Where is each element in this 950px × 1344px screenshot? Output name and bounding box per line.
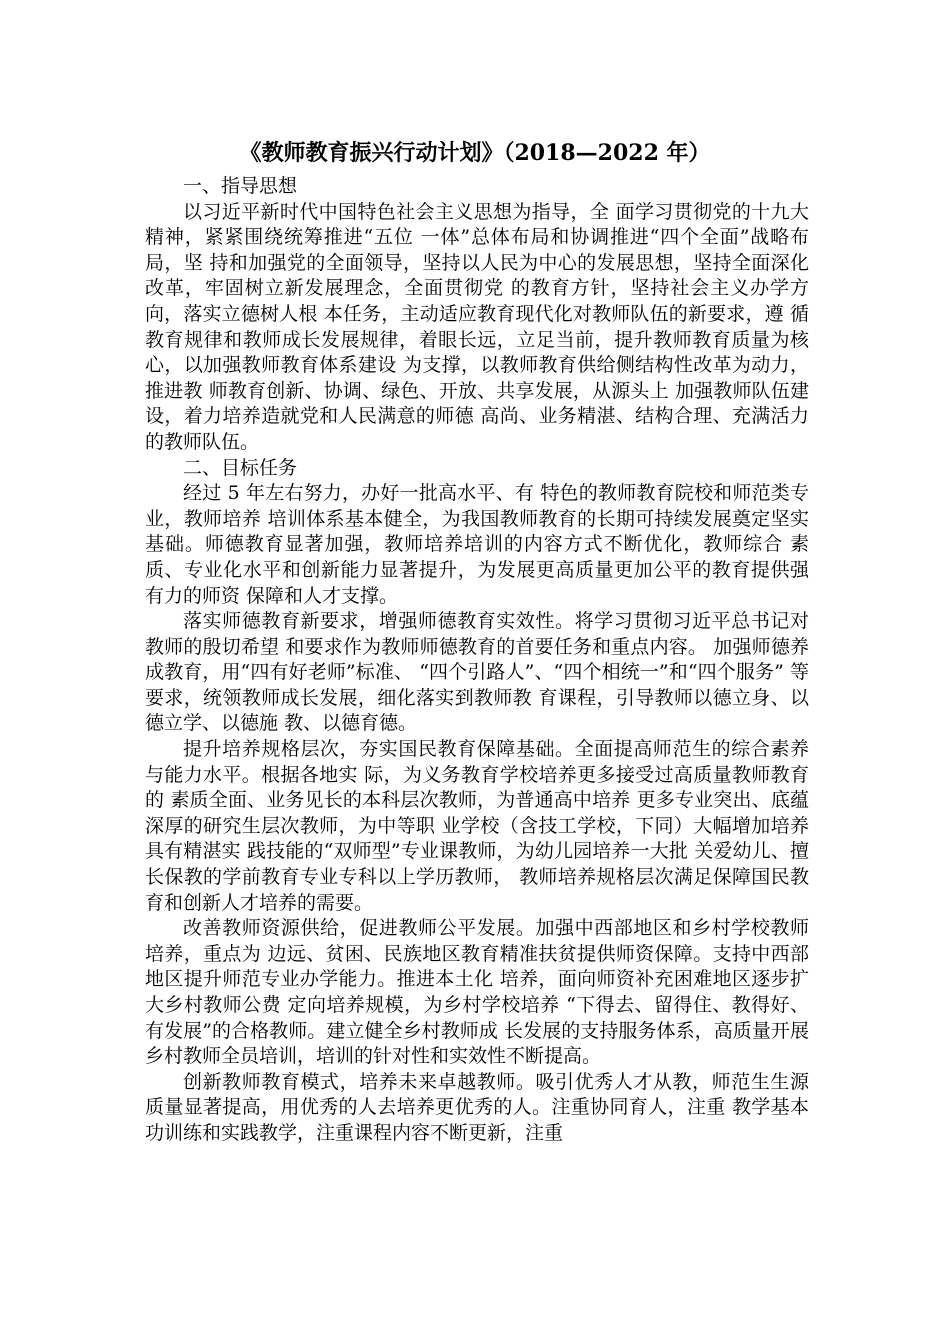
document-title: 《教师教育振兴行动计划》（2018—2022 年） — [239, 140, 711, 166]
paragraph: 以习近平新时代中国特色社会主义思想为指导，全 面学习贯彻党的十九大精神，紧紧围绕统筹推进“五位 一体”总体布局和协调推进“四个全面”战略布局，坚 持和加强党的全面领导，坚持以人民为中心的发展思想，坚持全面深化改革，牢固树立新发展理念，全面贯彻党 的教育方针，坚持社会主义办学方向，落实立德树人根 本任务，主动适应教育现代化对教师队伍的新要求，遵 循教育规律和教师成长发展规律，着眼长远，立足当前，提升教师教育质量为核心，以加强教师教育体系建设 为支撑，以教师教育供给侧结构性改革为动力，推进教 师教育创新、协调、绿色、开放、共享发展，从源头上 加强教师队伍建设，着力培养造就党和人民满意的师德 高尚、业务精湛、结构合理、充满活力的教师队伍。 — [145, 200, 809, 453]
document-body — [145, 174, 809, 1147]
paragraph: 提升培养规格层次，夯实国民教育保障基础。全面提高师范生的综合素养与能力水平。根据各地实 际，为义务教育学校培养更多接受过高质量教师教育的 素质全面、业务见长的本科层次教师，为普通高中培养 更多专业突出、底蕴深厚的研究生层次教师，为中等职 业学校（含技工学校，下同）大幅增加培养具有精湛实 践技能的“双师型”专业课教师，为幼儿园培养一大批 关爱幼儿、擅长保教的学前教育专业专科以上学历教师， 教师培养规格层次满足保障国民教育和创新人才培养的需要。 — [145, 738, 809, 914]
paragraph: 落实师德教育新要求，增强师德教育实效性。将学习贯彻习近平总书记对教师的殷切希望 和要求作为教师师德教育的首要任务和重点内容。 加强师德养成教育，用“四有好老师”标准、 “四个引路人”、“四个相统一”和“四个服务” 等要求，统领教师成长发展，细化落实到教师教 育课程，引导教师以德立身、以德立学、以德施 教、以德育德。 — [145, 610, 809, 735]
section-heading: 一、指导思想 — [183, 175, 298, 197]
section-heading: 二、目标任务 — [183, 456, 298, 479]
paragraph: 创新教师教育模式，培养未来卓越教师。吸引优秀人才从教，师范生生源质量显著提高，用优秀的人去培养更优秀的人。注重协同育人，注重 教学基本功训练和实践教学，注重课程内容不断更新，注重 — [145, 1070, 809, 1144]
paragraph: 经过 5 年左右努力，办好一批高水平、有 特色的教师教育院校和师范类专业，教师培养 培训体系基本健全，为我国教师教育的长期可持续发展奠定坚实基础。师德教育显著加强，教师培养培训的内容方式不断优化，教师综合 素质、专业化水平和创新能力显著提升，为发展更高质量更加公平的教育提供强有力的师资 保障和人才支撑。 — [145, 482, 809, 607]
paragraph: 改善教师资源供给，促进教师公平发展。加强中西部地区和乡村学校教师培养，重点为 边远、贫困、民族地区教育精准扶贫提供师资保障。支持中西部地区提升师范专业办学能力。推进本土化 培养，面向师资补充困难地区逐步扩大乡村教师公费 定向培养规模，为乡村学校培养 “下得去、留得住、教得好、有发展”的合格教师。建立健全乡村教师成 长发展的支持服务体系，高质量开展乡村教师全员培训，培训的针对性和实效性不断提高。 — [145, 917, 809, 1068]
